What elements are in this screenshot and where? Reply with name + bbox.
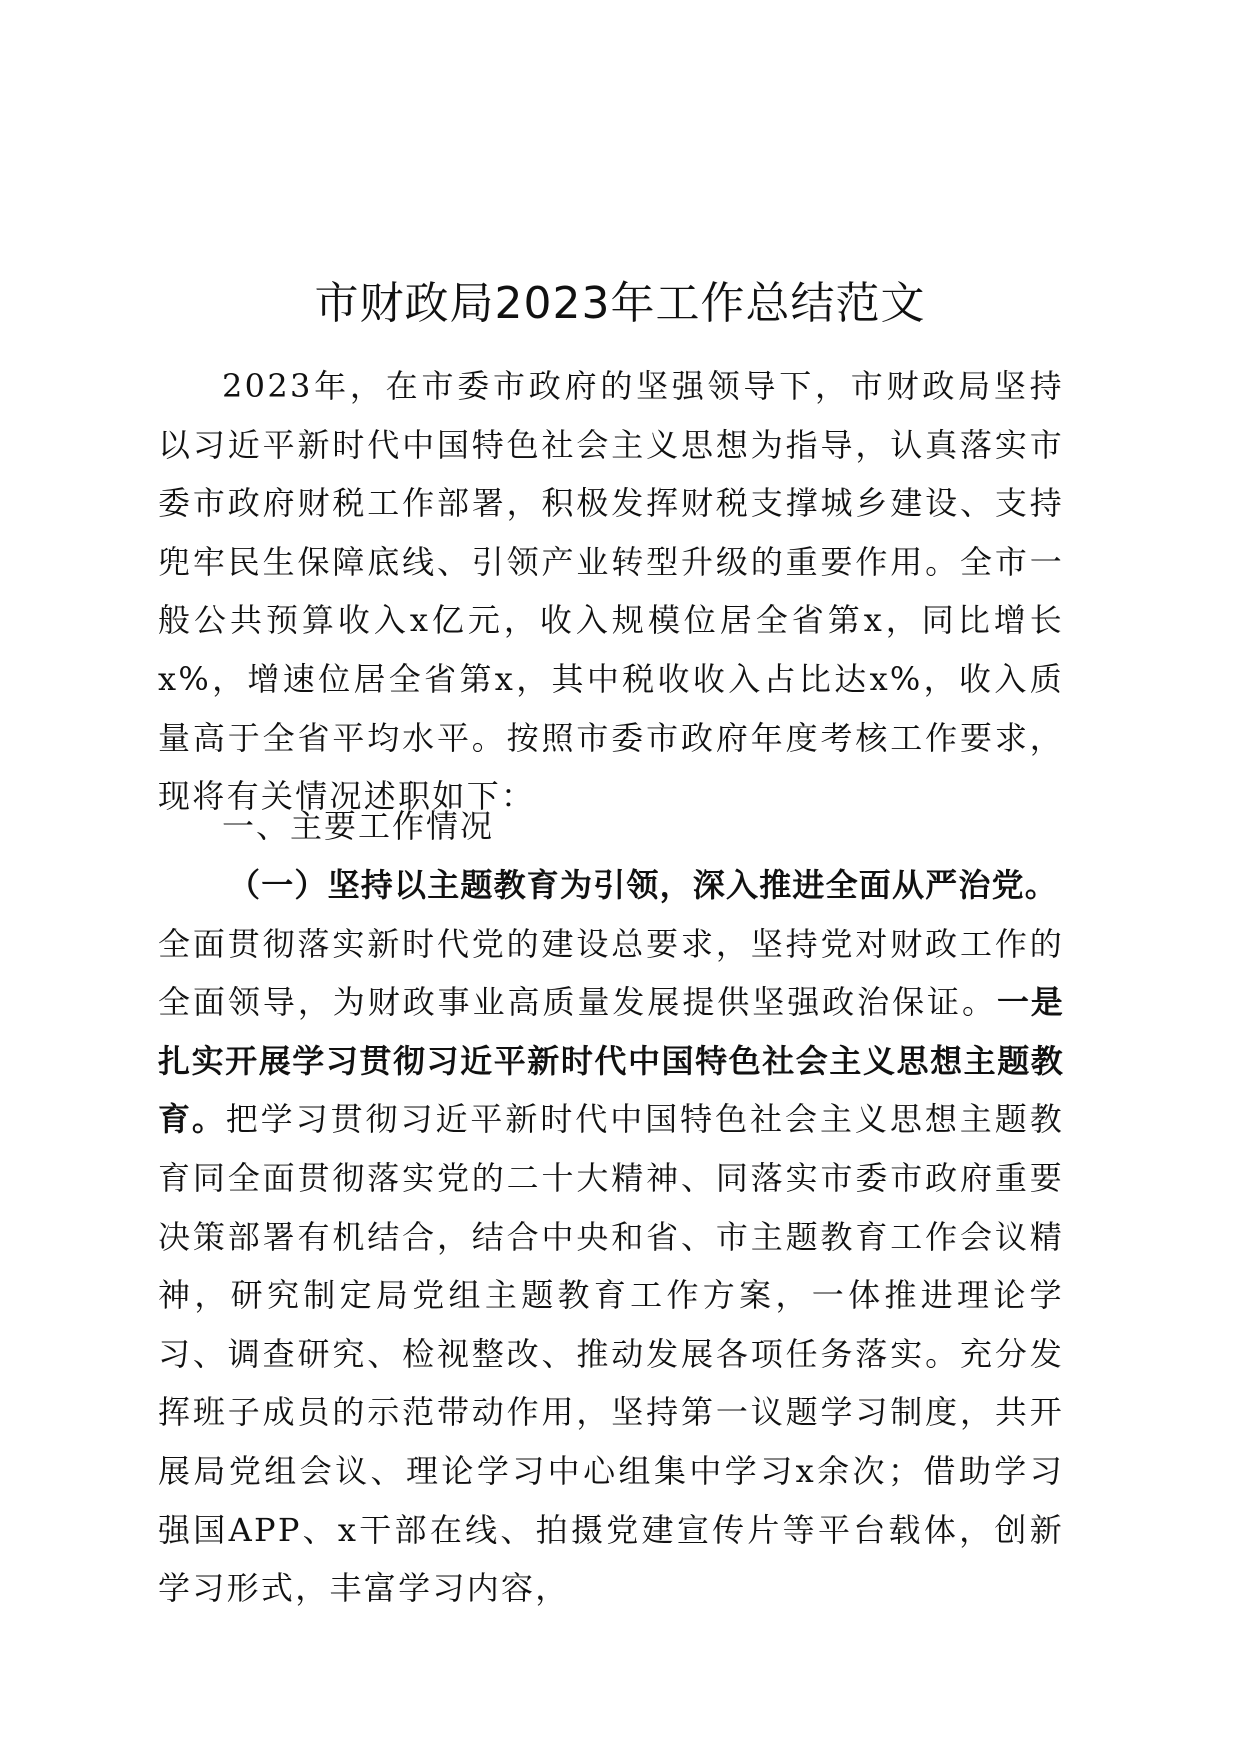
- subsection-paragraph: [158, 856, 1064, 1618]
- subsection-bold-point: 一是扎实开展学习贯彻习近平新时代中国特色社会主义思想主题教育。: [158, 983, 1064, 1139]
- subsection-text-after: 把学习贯彻习近平新时代中国特色社会主义思想主题教育同全面贯彻落实党的二十大精神、同落实市委市政府重要决策部署有机结合，结合中央和省、市主题教育工作会议精神，研究制定局党组主题教育工作方案，一体推进理论学习、调查研究、检视整改、推动发展各项任务落实。充分发挥班子成员的示范带动作用，坚持第一议题学习制度，共开展局党组会议、理论学习中心组集中学习x余次；借助学习强国APP、x干部在线、拍摄党建宣传片等平台载体，创新学习形式，丰富学习内容，: [158, 1100, 1064, 1608]
- subsection-heading: （一）坚持以主题教育为引领，深入推进全面从严治党。: [228, 866, 1059, 904]
- subsection-text-before: 全面贯彻落实新时代党的建设总要求，坚持党对财政工作的全面领导，为财政事业高质量发展提供坚强政治保证。: [158, 924, 1064, 1022]
- intro-paragraph: 2023年，在市委市政府的坚强领导下，市财政局坚持以习近平新时代中国特色社会主义思想为指导，认真落实市委市政府财税工作部署，积极发挥财税支撑城乡建设、支持兜牢民生保障底线、引领产业转型升级的重要作用。全市一般公共预算收入x亿元，收入规模位居全省第x，同比增长x%，增速位居全省第x，其中税收收入占比达x%，收入质量高于全省平均水平。按照市委市政府年度考核工作要求，现将有关情况述职如下：: [158, 367, 1064, 816]
- section-heading: 一、主要工作情况: [222, 807, 495, 845]
- document-title: 市财政局2023年工作总结范文: [314, 278, 926, 329]
